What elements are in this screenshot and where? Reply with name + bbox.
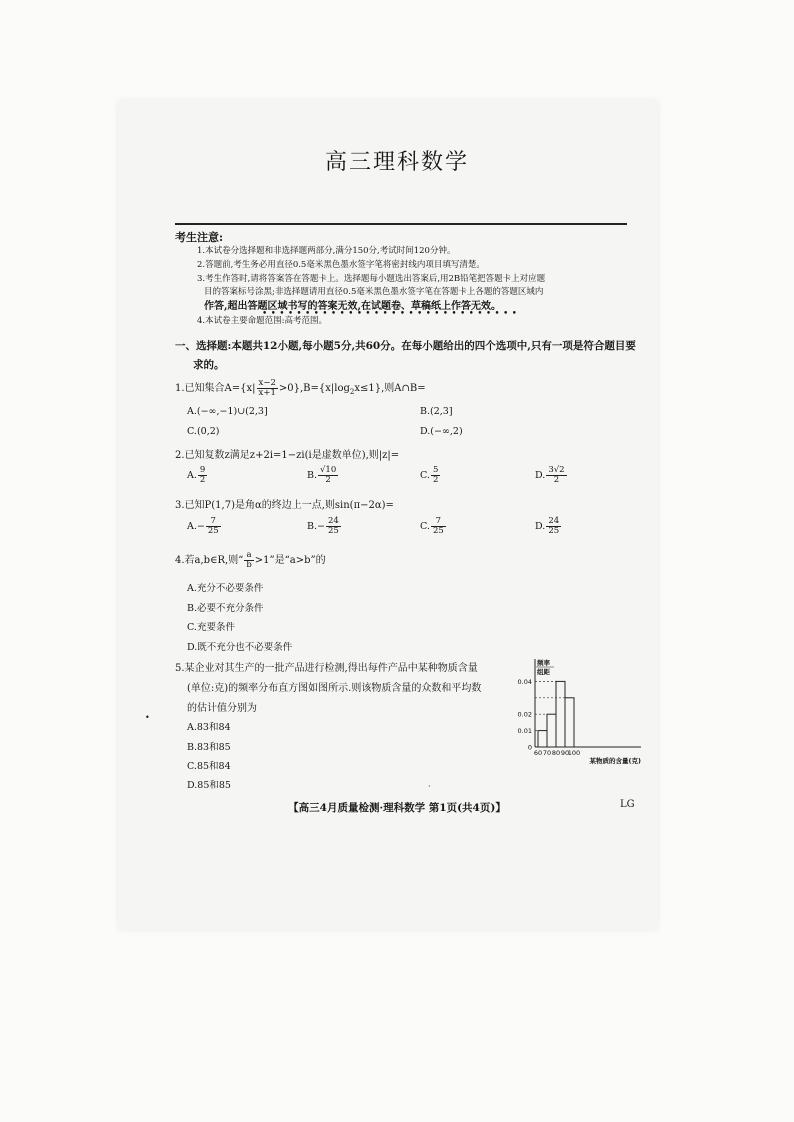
q3-option-b: B.− $\frac{24}{25}$ (307, 516, 339, 536)
q5-option-d: D.85和85 (187, 780, 231, 791)
y-tick-label: 0.01 (517, 727, 532, 736)
question-3: 3.已知P(1,7)是角α的终边上一点,则sin(π−2α)= (175, 500, 394, 511)
stray-mark: • (145, 713, 150, 722)
section-heading-cont: 求的。 (193, 359, 225, 371)
section-heading: 一、选择题:本题共12小题,每小题5分,共60分。在每小题给出的四个选项中,只有一项是符合题目要 (175, 340, 636, 352)
question-5-line-2: (单位:克)的频率分布直方图如图所示.则该物质含量的众数和平均数 (187, 683, 482, 694)
page-title: 高三理科数学 (324, 150, 469, 175)
q4-option-b: B.必要不充分条件 (187, 603, 264, 614)
y-tick-label: 0.04 (517, 677, 532, 686)
question-5-line-3: 的估计值分别为 (187, 703, 257, 714)
q1-option-a: A.(−∞,−1)∪(2,3] (187, 406, 268, 417)
origin-label: 0 (527, 743, 532, 752)
q5-option-c: C.85和84 (187, 761, 231, 772)
q5-option-a: A.83和84 (187, 722, 231, 733)
q2-option-a: A. $\frac{9}{2}$ (187, 465, 206, 485)
question-5-line-1: 5.某企业对其生产的一批产品进行检测,得出每件产品中某种物质含量 (175, 663, 478, 674)
notice-line-3: 3.考生作答时,请将答案答在答题卡上。选择题每小题选出答案后,用2B铅笔把答题卡上对应题 (197, 274, 546, 284)
q5-option-b: B.83和85 (187, 742, 231, 753)
y-axis-label-denominator: 组距 (537, 668, 550, 676)
y-axis-label: 频率 (537, 659, 550, 667)
q1-option-d: D.(−∞,2) (420, 426, 463, 437)
notice-line-1: 1.本试卷分选择题和非选择题两部分,满分150分,考试时间120分钟。 (197, 246, 456, 256)
x-tick-label: 90 (560, 749, 570, 757)
x-tick-label: 100 (567, 749, 581, 757)
frequency-histogram (505, 655, 645, 767)
histogram-bar (538, 731, 547, 747)
q3-option-a: A.− $\frac{7}{25}$ (187, 516, 219, 536)
q4-option-d: D.既不充分也不必要条件 (187, 642, 293, 653)
q1-option-c: C.(0,2) (187, 426, 220, 437)
q1-option-b: B.(2,3] (420, 406, 453, 417)
histogram-bar (547, 714, 556, 747)
y-tick-label: 0.02 (517, 710, 532, 719)
page-footer: 【高三4月质量检测·理科数学 第1页(共4页)】 (288, 802, 506, 814)
q3-option-d: D. $\frac{24}{25}$ (535, 516, 560, 536)
histogram-bar (565, 698, 574, 747)
q2-option-c: C. $\frac{5}{2}$ (420, 465, 439, 485)
stray-mark-2: · (428, 782, 431, 791)
notice-heading: 考生注意: (175, 231, 224, 244)
q2-option-b: B. $\frac{√10}{2}$ (307, 465, 337, 485)
x-tick-label: 60 (533, 749, 543, 757)
question-2: 2.已知复数z满足z+2i=1−zi(i是虚数单位),则|z|= (175, 450, 400, 461)
x-tick-label: 80 (551, 749, 561, 757)
notice-line-4: 目的答案标号涂黑;非选择题请用直径0.5毫米黑色墨水签字笔在答题卡上各题的答题区域内 (204, 287, 544, 297)
q2-option-d: D. $\frac{3√2}{2}$ (535, 465, 565, 485)
q4-option-c: C.充要条件 (187, 622, 235, 633)
question-4: 4.若a,b∈R,则“ $\frac{a}{b}$ >1”是“a>b”的 (175, 550, 326, 570)
histogram-bar (556, 681, 565, 747)
notice-line-6: 4.本试卷主要命题范围:高考范围。 (197, 316, 327, 326)
emphasis-dots: •••••••••••••••••••••••••••••• (262, 309, 521, 319)
notice-line-5: 作答,超出答题区域书写的答案无效,在试题卷、草稿纸上作答无效。 (204, 301, 501, 312)
title-divider (175, 223, 627, 225)
question-1: 1.已知集合A={x| $\frac{x-2}{x+1}$ $>0\},B=\{x|\log_2x\le 1\}$,则A∩B= (175, 378, 426, 398)
x-tick-label: 70 (542, 749, 552, 757)
footer-code: LG (620, 799, 635, 810)
x-axis-label: 某物质的含量(克) (589, 757, 641, 765)
q3-option-c: C. $\frac{7}{25}$ (420, 516, 444, 536)
notice-line-2: 2.答题前,考生务必用直径0.5毫米黑色墨水签字笔将密封线内项目填写清楚。 (197, 260, 485, 270)
q4-option-a: A.充分不必要条件 (187, 583, 264, 594)
